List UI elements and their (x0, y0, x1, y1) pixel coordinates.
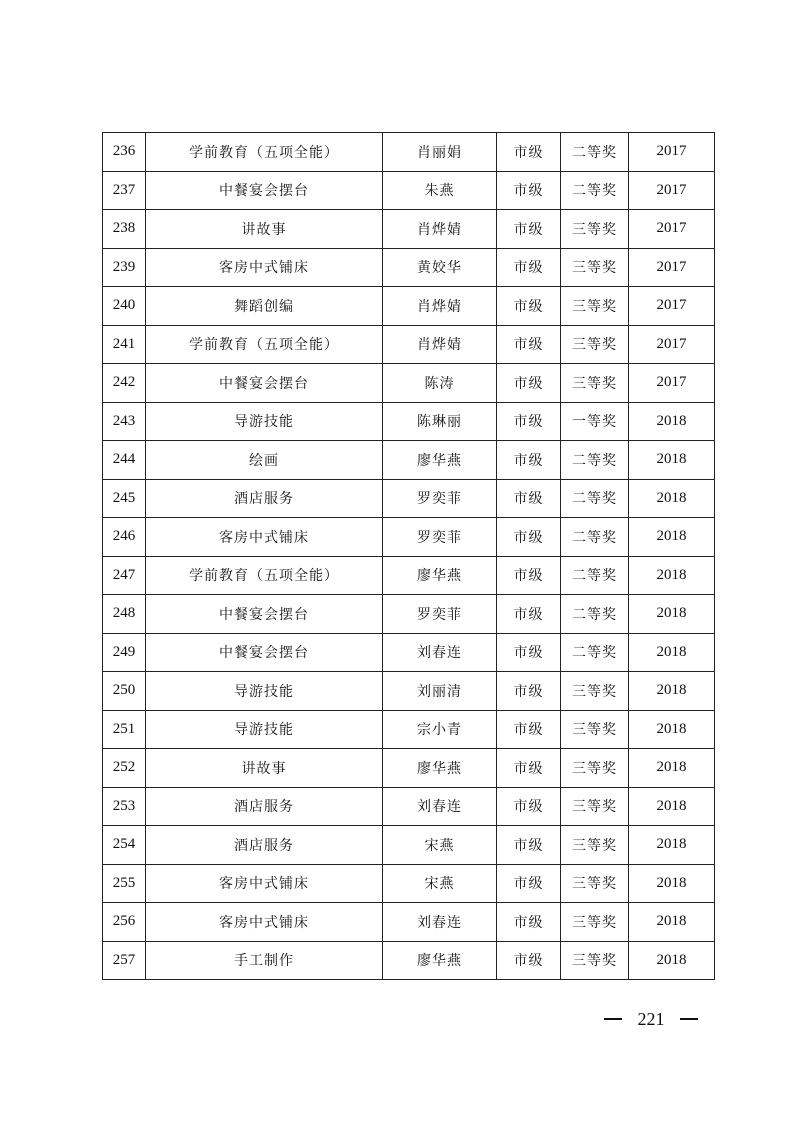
row-number-cell: 239 (103, 248, 146, 287)
table-row (103, 364, 715, 403)
award-level-cell: 市级 (497, 672, 561, 711)
person-name-cell: 刘春连 (383, 633, 497, 672)
award-year-cell: 2018 (629, 903, 715, 942)
row-number-cell: 254 (103, 826, 146, 865)
row-number-cell: 236 (103, 133, 146, 172)
award-year-cell: 2018 (629, 556, 715, 595)
competition-item-cell: 中餐宴会摆台 (146, 364, 383, 403)
row-number-cell: 255 (103, 864, 146, 903)
table-row (103, 479, 715, 518)
competition-item-cell: 讲故事 (146, 749, 383, 788)
award-grade-cell: 二等奖 (561, 633, 629, 672)
award-grade-cell: 二等奖 (561, 441, 629, 480)
table-row (103, 248, 715, 287)
award-grade-cell: 一等奖 (561, 402, 629, 441)
award-level-cell: 市级 (497, 248, 561, 287)
award-year-cell: 2018 (629, 479, 715, 518)
row-number-cell: 237 (103, 171, 146, 210)
table-row (103, 864, 715, 903)
row-number-cell: 240 (103, 287, 146, 326)
row-number-cell: 238 (103, 210, 146, 249)
row-number-cell: 244 (103, 441, 146, 480)
person-name-cell: 廖华燕 (383, 941, 497, 980)
award-year-cell: 2018 (629, 749, 715, 788)
award-level-cell: 市级 (497, 479, 561, 518)
row-number-cell: 242 (103, 364, 146, 403)
row-number-cell: 250 (103, 672, 146, 711)
competition-item-cell: 客房中式铺床 (146, 248, 383, 287)
award-table-body (103, 133, 715, 980)
award-level-cell: 市级 (497, 210, 561, 249)
page-footer (604, 1006, 698, 1032)
table-row (103, 826, 715, 865)
award-grade-cell: 二等奖 (561, 518, 629, 557)
award-grade-cell: 二等奖 (561, 479, 629, 518)
award-grade-cell: 三等奖 (561, 749, 629, 788)
person-name-cell: 陈琳丽 (383, 402, 497, 441)
award-year-cell: 2018 (629, 710, 715, 749)
table-row (103, 787, 715, 826)
award-table (102, 132, 715, 980)
award-level-cell: 市级 (497, 325, 561, 364)
award-year-cell: 2018 (629, 595, 715, 634)
competition-item-cell: 酒店服务 (146, 479, 383, 518)
award-grade-cell: 三等奖 (561, 864, 629, 903)
award-grade-cell: 三等奖 (561, 672, 629, 711)
table-row (103, 210, 715, 249)
row-number-cell: 257 (103, 941, 146, 980)
row-number-cell: 251 (103, 710, 146, 749)
person-name-cell: 肖丽娟 (383, 133, 497, 172)
person-name-cell: 肖烨婧 (383, 287, 497, 326)
award-year-cell: 2018 (629, 826, 715, 865)
person-name-cell: 朱燕 (383, 171, 497, 210)
competition-item-cell: 导游技能 (146, 672, 383, 711)
award-level-cell: 市级 (497, 787, 561, 826)
competition-item-cell: 导游技能 (146, 402, 383, 441)
row-number-cell: 253 (103, 787, 146, 826)
award-year-cell: 2018 (629, 941, 715, 980)
person-name-cell: 黄姣华 (383, 248, 497, 287)
table-row (103, 633, 715, 672)
competition-item-cell: 舞蹈创编 (146, 287, 383, 326)
award-level-cell: 市级 (497, 518, 561, 557)
person-name-cell: 宋燕 (383, 826, 497, 865)
award-grade-cell: 三等奖 (561, 364, 629, 403)
award-grade-cell: 三等奖 (561, 826, 629, 865)
person-name-cell: 宗小青 (383, 710, 497, 749)
award-level-cell: 市级 (497, 749, 561, 788)
competition-item-cell: 客房中式铺床 (146, 518, 383, 557)
award-year-cell: 2017 (629, 325, 715, 364)
award-year-cell: 2018 (629, 441, 715, 480)
award-grade-cell: 三等奖 (561, 287, 629, 326)
page-number: 221 (637, 1008, 665, 1029)
competition-item-cell: 导游技能 (146, 710, 383, 749)
table-row (103, 710, 715, 749)
person-name-cell: 宋燕 (383, 864, 497, 903)
award-year-cell: 2018 (629, 787, 715, 826)
person-name-cell: 廖华燕 (383, 441, 497, 480)
award-year-cell: 2017 (629, 171, 715, 210)
person-name-cell: 罗奕菲 (383, 595, 497, 634)
award-year-cell: 2017 (629, 287, 715, 326)
competition-item-cell: 酒店服务 (146, 787, 383, 826)
row-number-cell: 245 (103, 479, 146, 518)
competition-item-cell: 中餐宴会摆台 (146, 633, 383, 672)
person-name-cell: 罗奕菲 (383, 479, 497, 518)
award-grade-cell: 二等奖 (561, 171, 629, 210)
person-name-cell: 廖华燕 (383, 556, 497, 595)
competition-item-cell: 中餐宴会摆台 (146, 595, 383, 634)
person-name-cell: 刘丽清 (383, 672, 497, 711)
award-level-cell: 市级 (497, 364, 561, 403)
table-row (103, 402, 715, 441)
row-number-cell: 249 (103, 633, 146, 672)
award-level-cell: 市级 (497, 287, 561, 326)
competition-item-cell: 酒店服务 (146, 826, 383, 865)
table-row (103, 287, 715, 326)
right-dash (680, 1018, 698, 1020)
award-grade-cell: 三等奖 (561, 248, 629, 287)
table-row (103, 171, 715, 210)
award-grade-cell: 三等奖 (561, 941, 629, 980)
award-level-cell: 市级 (497, 556, 561, 595)
award-level-cell: 市级 (497, 595, 561, 634)
table-row (103, 518, 715, 557)
table-row (103, 595, 715, 634)
competition-item-cell: 讲故事 (146, 210, 383, 249)
table-row (103, 903, 715, 942)
competition-item-cell: 绘画 (146, 441, 383, 480)
row-number-cell: 247 (103, 556, 146, 595)
person-name-cell: 肖烨婧 (383, 210, 497, 249)
award-grade-cell: 三等奖 (561, 787, 629, 826)
award-grade-cell: 二等奖 (561, 556, 629, 595)
award-year-cell: 2017 (629, 364, 715, 403)
row-number-cell: 243 (103, 402, 146, 441)
award-year-cell: 2018 (629, 518, 715, 557)
person-name-cell: 刘春连 (383, 903, 497, 942)
award-year-cell: 2018 (629, 402, 715, 441)
competition-item-cell: 学前教育（五项全能） (146, 556, 383, 595)
award-grade-cell: 三等奖 (561, 325, 629, 364)
table-row (103, 941, 715, 980)
left-dash (604, 1018, 622, 1020)
award-year-cell: 2017 (629, 133, 715, 172)
competition-item-cell: 客房中式铺床 (146, 903, 383, 942)
award-year-cell: 2017 (629, 210, 715, 249)
award-grade-cell: 三等奖 (561, 210, 629, 249)
row-number-cell: 256 (103, 903, 146, 942)
competition-item-cell: 客房中式铺床 (146, 864, 383, 903)
person-name-cell: 罗奕菲 (383, 518, 497, 557)
table-row (103, 325, 715, 364)
table-row (103, 441, 715, 480)
award-grade-cell: 二等奖 (561, 133, 629, 172)
award-level-cell: 市级 (497, 133, 561, 172)
award-year-cell: 2018 (629, 633, 715, 672)
award-grade-cell: 三等奖 (561, 903, 629, 942)
person-name-cell: 廖华燕 (383, 749, 497, 788)
award-level-cell: 市级 (497, 826, 561, 865)
competition-item-cell: 手工制作 (146, 941, 383, 980)
row-number-cell: 241 (103, 325, 146, 364)
award-grade-cell: 三等奖 (561, 710, 629, 749)
award-level-cell: 市级 (497, 633, 561, 672)
competition-item-cell: 学前教育（五项全能） (146, 133, 383, 172)
award-level-cell: 市级 (497, 864, 561, 903)
table-row (103, 133, 715, 172)
award-level-cell: 市级 (497, 441, 561, 480)
row-number-cell: 252 (103, 749, 146, 788)
competition-item-cell: 学前教育（五项全能） (146, 325, 383, 364)
table-row (103, 749, 715, 788)
table-row (103, 672, 715, 711)
award-level-cell: 市级 (497, 941, 561, 980)
award-year-cell: 2018 (629, 672, 715, 711)
award-level-cell: 市级 (497, 171, 561, 210)
person-name-cell: 陈涛 (383, 364, 497, 403)
award-year-cell: 2018 (629, 864, 715, 903)
table-row (103, 556, 715, 595)
person-name-cell: 肖烨婧 (383, 325, 497, 364)
competition-item-cell: 中餐宴会摆台 (146, 171, 383, 210)
row-number-cell: 246 (103, 518, 146, 557)
award-level-cell: 市级 (497, 402, 561, 441)
award-grade-cell: 二等奖 (561, 595, 629, 634)
person-name-cell: 刘春连 (383, 787, 497, 826)
row-number-cell: 248 (103, 595, 146, 634)
award-level-cell: 市级 (497, 710, 561, 749)
award-year-cell: 2017 (629, 248, 715, 287)
award-level-cell: 市级 (497, 903, 561, 942)
